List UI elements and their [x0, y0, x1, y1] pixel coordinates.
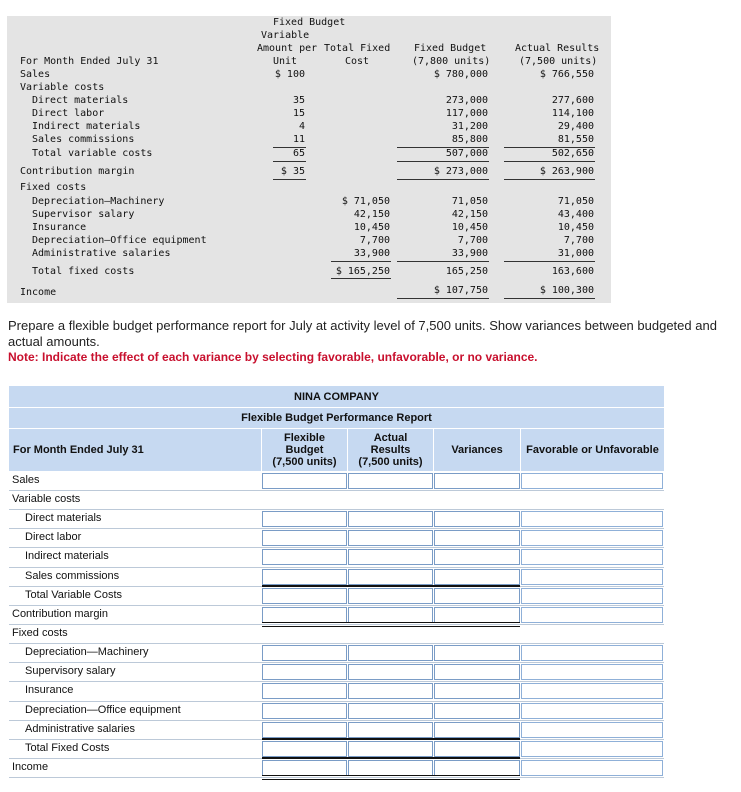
input-actual-indirect-materials[interactable] — [348, 549, 433, 565]
input-flex-sales-commissions[interactable] — [262, 569, 347, 585]
row-divider — [9, 701, 664, 702]
actual-sales: $ 766,550 — [539, 69, 594, 80]
fixed-insurance: 10,450 — [353, 222, 390, 233]
underline — [504, 261, 595, 262]
budget-supervisor-salary: 42,150 — [451, 209, 488, 220]
note-text: Note: Indicate the effect of each variance by selecting favorable, unfavorable, or no variance. — [8, 350, 538, 364]
input-flex-total-fixed[interactable] — [262, 741, 347, 757]
unit-total-variable: 65 — [292, 148, 305, 159]
given-total-variable-label: Total variable costs — [32, 148, 153, 159]
row-label-sales: Sales — [12, 474, 40, 486]
given-supervisor-salary-label: Supervisor salary — [32, 209, 135, 220]
input-flex-income[interactable] — [262, 760, 347, 776]
underline — [331, 261, 391, 262]
row-label-variable-costs: Variable costs — [12, 493, 81, 505]
input-flex-supervisory-salary[interactable] — [262, 664, 347, 680]
budget-insurance: 10,450 — [451, 222, 488, 233]
row-label-dep-machinery: Depreciation—Machinery — [25, 646, 149, 658]
underline — [397, 179, 489, 180]
actual-total-variable: 502,650 — [551, 148, 594, 159]
input-variance-direct-labor[interactable] — [434, 530, 520, 546]
select-fav-dep-machinery[interactable] — [521, 645, 663, 661]
actual-col-line2: Results — [370, 444, 411, 456]
input-variance-total-fixed[interactable] — [434, 741, 520, 757]
input-actual-dep-office[interactable] — [348, 703, 433, 719]
given-sales-label: Sales — [20, 69, 51, 80]
unit-direct-materials: 35 — [292, 95, 305, 106]
row-label-indirect-materials: Indirect materials — [25, 550, 109, 562]
header-unit: Unit — [272, 56, 298, 67]
row-label-admin-salaries: Administrative salaries — [25, 723, 136, 735]
input-flex-indirect-materials[interactable] — [262, 549, 347, 565]
underline — [504, 179, 595, 180]
given-direct-labor-label: Direct labor — [32, 108, 105, 119]
input-flex-direct-materials[interactable] — [262, 511, 347, 527]
select-fav-sales-commissions[interactable] — [521, 569, 663, 585]
input-variance-admin-salaries[interactable] — [434, 722, 520, 738]
actual-admin-salaries: 31,000 — [557, 248, 594, 259]
select-fav-dep-office[interactable] — [521, 703, 663, 719]
header-fixed-budget-col: Fixed Budget — [414, 43, 487, 54]
select-fav-supervisory-salary[interactable] — [521, 664, 663, 680]
actual-direct-materials: 277,600 — [551, 95, 594, 106]
unit-sales-commissions: 11 — [292, 134, 305, 145]
subtotal-rule — [262, 738, 520, 740]
fixed-total: $ 165,250 — [335, 266, 390, 277]
input-flex-admin-salaries[interactable] — [262, 722, 347, 738]
input-variance-dep-machinery[interactable] — [434, 645, 520, 661]
given-dep-office-label: Depreciation—Office equipment — [32, 235, 207, 246]
input-actual-income[interactable] — [348, 760, 433, 776]
given-fixed-costs-label: Fixed costs — [20, 182, 87, 193]
row-label-total-variable: Total Variable Costs — [25, 589, 123, 601]
given-contribution-margin-label: Contribution margin — [20, 166, 135, 177]
variances-col: Variances — [451, 444, 503, 456]
input-variance-sales[interactable] — [434, 473, 520, 489]
actual-indirect-materials: 29,400 — [557, 121, 594, 132]
input-actual-admin-salaries[interactable] — [348, 722, 433, 738]
company-name: NINA COMPANY — [294, 391, 379, 403]
subtotal-rule — [262, 757, 520, 759]
row-label-income: Income — [12, 761, 49, 773]
input-actual-sales-commissions[interactable] — [348, 569, 433, 585]
underline — [504, 161, 595, 162]
underline — [273, 161, 306, 162]
row-label-dep-office: Depreciation—Office equipment — [25, 704, 181, 716]
select-fav-direct-materials[interactable] — [521, 511, 663, 527]
unit-indirect-materials: 4 — [298, 121, 305, 132]
budget-indirect-materials: 31,200 — [451, 121, 488, 132]
select-fav-admin-salaries[interactable] — [521, 722, 663, 738]
row-divider — [9, 681, 664, 682]
subtotal-rule — [262, 585, 520, 587]
budget-direct-materials: 273,000 — [445, 95, 488, 106]
actual-supervisor-salary: 43,400 — [557, 209, 594, 220]
input-variance-supervisory-salary[interactable] — [434, 664, 520, 680]
actual-col-line3: (7,500 units) — [358, 456, 423, 468]
budget-dep-office: 7,700 — [457, 235, 488, 246]
underline — [331, 278, 391, 279]
budget-sales-commissions: 85,800 — [451, 134, 488, 145]
underline — [504, 147, 595, 148]
budget-dep-machinery: 71,050 — [451, 196, 488, 207]
report-title: Flexible Budget Performance Report — [241, 412, 432, 424]
select-fav-contribution-margin[interactable] — [521, 607, 663, 623]
row-label-sales-commissions: Sales commissions — [25, 570, 120, 582]
actual-sales-commissions: 81,550 — [557, 134, 594, 145]
budget-sales: $ 780,000 — [433, 69, 488, 80]
given-dep-machinery-label: Depreciation—Machinery — [32, 196, 165, 207]
given-sales-commissions-label: Sales commissions — [32, 134, 135, 145]
input-variance-direct-materials[interactable] — [434, 511, 520, 527]
unit-contribution-margin: $ 35 — [280, 166, 305, 177]
row-label-direct-materials: Direct materials — [25, 512, 102, 524]
select-fav-total-fixed[interactable] — [521, 741, 663, 757]
row-label-insurance: Insurance — [25, 684, 74, 696]
header-variable: Variable — [261, 30, 310, 41]
flex-col-line1: Flexible — [284, 432, 325, 444]
underline — [504, 298, 595, 299]
select-fav-sales[interactable] — [521, 473, 663, 489]
budget-admin-salaries: 33,900 — [451, 248, 488, 259]
given-admin-salaries-label: Administrative salaries — [32, 248, 171, 259]
row-divider — [9, 547, 664, 548]
favorable-col: Favorable or Unfavorable — [526, 444, 659, 456]
actual-dep-office: 7,700 — [563, 235, 594, 246]
fixed-supervisor-salary: 42,150 — [353, 209, 390, 220]
given-variable-costs-label: Variable costs — [20, 82, 105, 93]
underline — [397, 298, 489, 299]
input-actual-direct-labor[interactable] — [348, 530, 433, 546]
row-divider — [9, 643, 664, 644]
actual-income: $ 100,300 — [539, 285, 594, 296]
actual-contribution-margin: $ 263,900 — [539, 166, 594, 177]
budget-total-fixed: 165,250 — [445, 266, 488, 277]
header-cost: Cost — [344, 56, 370, 67]
input-flex-total-variable[interactable] — [262, 588, 347, 604]
row-label-total-fixed: Total Fixed Costs — [25, 742, 110, 754]
row-divider — [9, 490, 664, 491]
input-flex-dep-office[interactable] — [262, 703, 347, 719]
fixed-dep-machinery: $ 71,050 — [341, 196, 390, 207]
actual-total-fixed: 163,600 — [551, 266, 594, 277]
double-rule — [262, 775, 520, 780]
actual-direct-labor: 114,100 — [551, 108, 594, 119]
flexible-budget-report — [9, 386, 664, 778]
unit-direct-labor: 15 — [292, 108, 305, 119]
given-income-label: Income — [20, 287, 57, 298]
input-actual-total-variable[interactable] — [348, 588, 433, 604]
select-fav-insurance[interactable] — [521, 683, 663, 699]
input-flex-sales[interactable] — [262, 473, 347, 489]
given-insurance-label: Insurance — [32, 222, 87, 233]
actual-insurance: 10,450 — [557, 222, 594, 233]
given-direct-materials-label: Direct materials — [32, 95, 129, 106]
double-rule — [262, 622, 520, 627]
underline — [397, 147, 489, 148]
fixed-admin-salaries: 33,900 — [353, 248, 390, 259]
budget-direct-labor: 117,000 — [445, 108, 488, 119]
underline — [273, 147, 306, 148]
header-actual: Actual Results — [515, 43, 600, 54]
input-variance-contribution-margin[interactable] — [434, 607, 520, 623]
header-fixed-budget: Fixed Budget — [273, 17, 346, 28]
row-divider — [9, 662, 664, 663]
instructions-text: Prepare a flexible budget performance report for July at activity level of 7,500 units. Show variances between budgeted and actual amounts. — [8, 318, 717, 349]
input-variance-insurance[interactable] — [434, 683, 520, 699]
row-label-direct-labor: Direct labor — [25, 531, 82, 543]
input-actual-total-fixed[interactable] — [348, 741, 433, 757]
input-actual-supervisory-salary[interactable] — [348, 664, 433, 680]
underline — [397, 261, 489, 262]
header-fixed-units: (7,800 units) — [412, 56, 491, 67]
row-label-fixed-costs: Fixed costs — [12, 627, 68, 639]
budget-contribution-margin: $ 273,000 — [433, 166, 488, 177]
input-actual-dep-machinery[interactable] — [348, 645, 433, 661]
actual-dep-machinery: 71,050 — [557, 196, 594, 207]
select-fav-total-variable[interactable] — [521, 588, 663, 604]
header-amount-per: Amount per — [257, 43, 318, 54]
budget-total-variable: 507,000 — [445, 148, 488, 159]
underline — [273, 179, 306, 180]
row-label-supervisory-salary: Supervisory salary — [25, 665, 116, 677]
given-data-panel — [7, 16, 611, 303]
input-actual-contribution-margin[interactable] — [348, 607, 433, 623]
input-actual-sales[interactable] — [348, 473, 433, 489]
header-actual-units: (7,500 units) — [519, 56, 598, 67]
input-variance-total-variable[interactable] — [434, 588, 520, 604]
input-actual-direct-materials[interactable] — [348, 511, 433, 527]
input-variance-indirect-materials[interactable] — [434, 549, 520, 565]
select-fav-income[interactable] — [521, 760, 663, 776]
row-divider — [9, 720, 664, 721]
row-divider — [9, 528, 664, 529]
input-variance-sales-commissions[interactable] — [434, 569, 520, 585]
period-label: For Month Ended July 31 — [20, 56, 159, 67]
header-total-fixed: Total Fixed — [324, 43, 391, 54]
given-total-fixed-label: Total fixed costs — [32, 266, 135, 277]
select-fav-indirect-materials[interactable] — [521, 549, 663, 565]
input-actual-insurance[interactable] — [348, 683, 433, 699]
flex-col-line3: (7,500 units) — [272, 456, 337, 468]
given-indirect-materials-label: Indirect materials — [32, 121, 141, 132]
input-flex-insurance[interactable] — [262, 683, 347, 699]
actual-col-line1: Actual — [373, 432, 408, 444]
row-divider — [9, 567, 664, 568]
input-flex-dep-machinery[interactable] — [262, 645, 347, 661]
underline — [397, 161, 489, 162]
row-divider — [9, 605, 664, 606]
input-flex-direct-labor[interactable] — [262, 530, 347, 546]
fixed-dep-office: 7,700 — [359, 235, 390, 246]
budget-income: $ 107,750 — [433, 285, 488, 296]
input-variance-income[interactable] — [434, 760, 520, 776]
flex-col-line2: Budget — [285, 444, 324, 456]
input-variance-dep-office[interactable] — [434, 703, 520, 719]
select-fav-direct-labor[interactable] — [521, 530, 663, 546]
unit-sales: $ 100 — [274, 69, 305, 80]
row-divider — [9, 509, 664, 510]
report-period: For Month Ended July 31 — [13, 444, 144, 456]
input-flex-contribution-margin[interactable] — [262, 607, 347, 623]
row-label-contribution-margin: Contribution margin — [12, 608, 108, 620]
